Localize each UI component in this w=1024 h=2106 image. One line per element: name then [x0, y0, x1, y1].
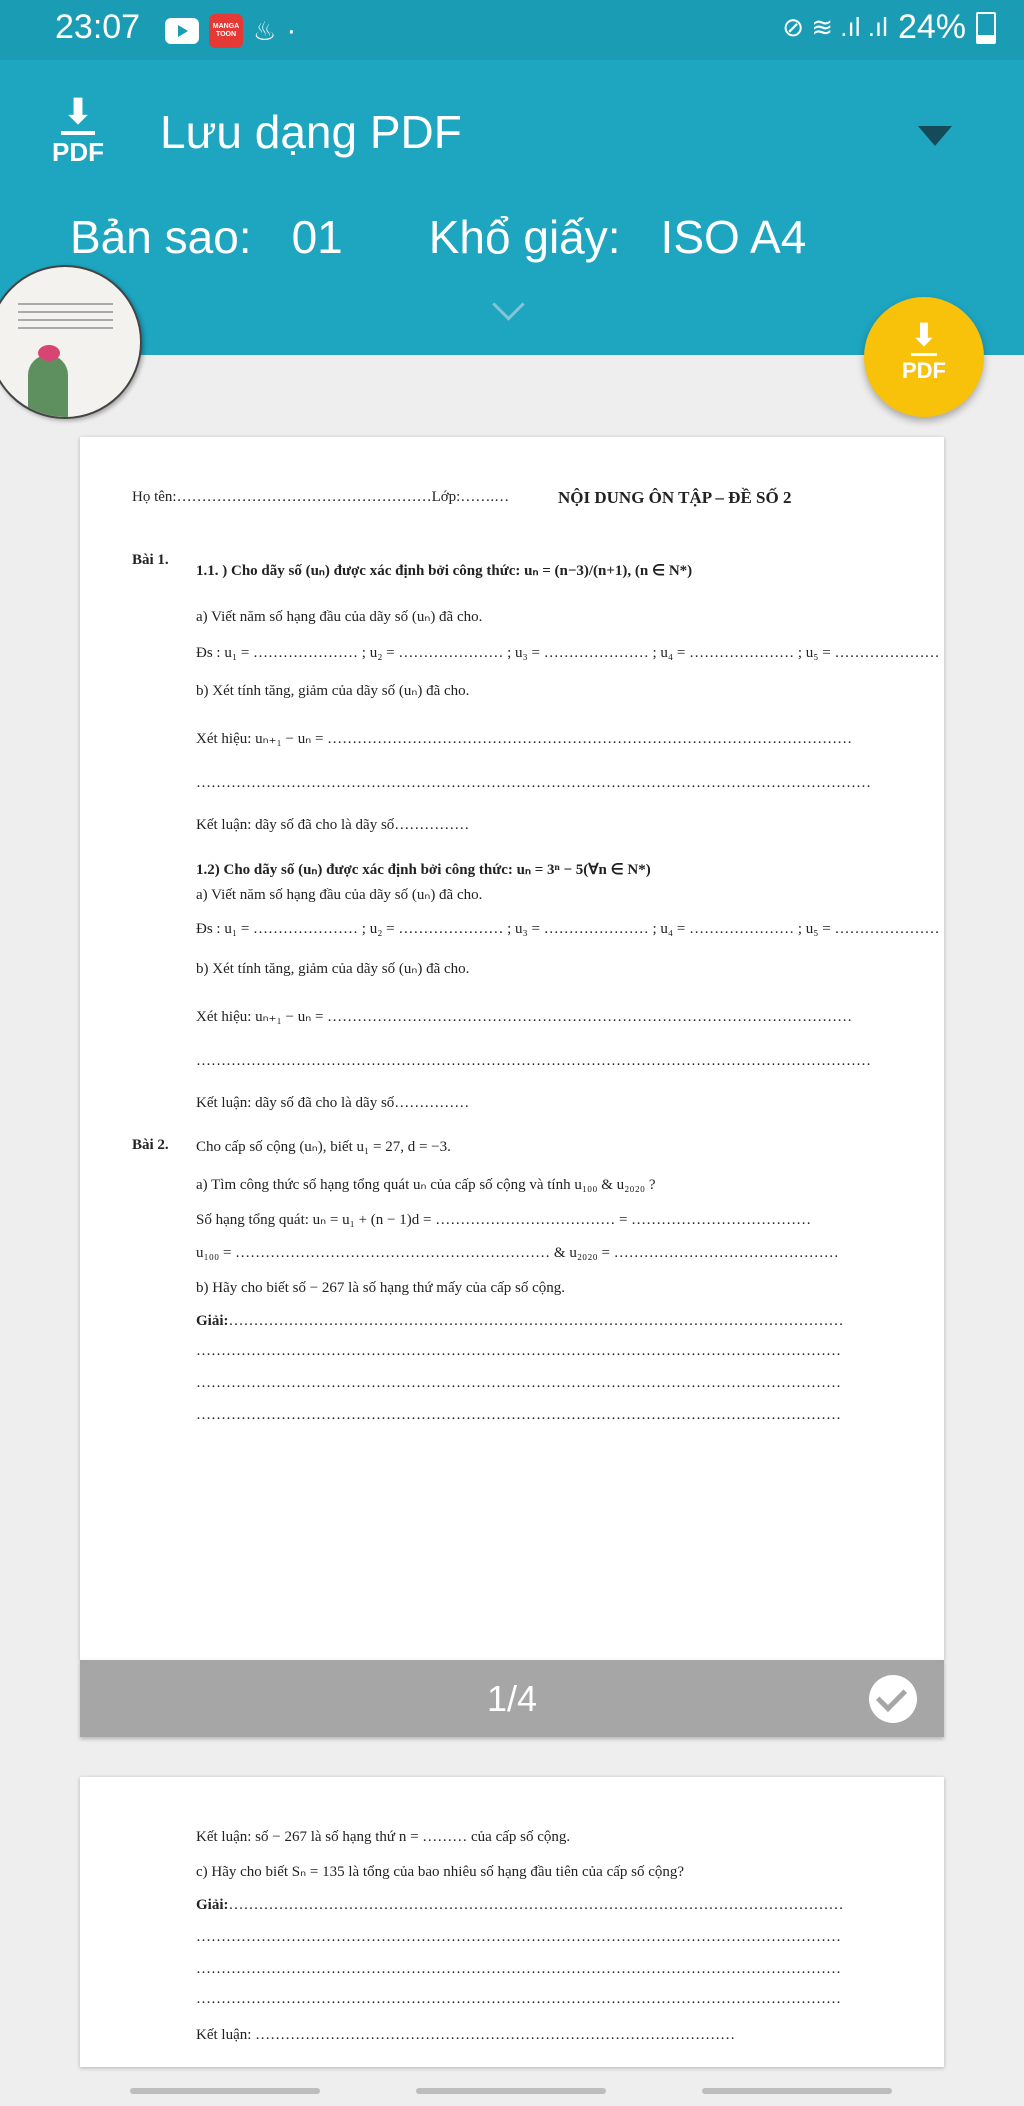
- battery-percent: 24%: [897, 8, 966, 46]
- name-class-line: Họ tên:……………………………………………Lớp:…….…: [132, 489, 510, 505]
- q2b-text: b) Hãy cho biết số − 267 là số hạng thứ mấy của cấp số cộng.: [196, 1280, 566, 1296]
- save-pdf-button[interactable]: [864, 297, 984, 417]
- mangatoon-icon: MANGA TOON: [209, 14, 243, 48]
- print-options-summary[interactable]: [70, 210, 806, 264]
- expand-options-chevron-icon[interactable]: [492, 288, 525, 321]
- p2-answer-line-1: …………………………………………………………………………………………………………………: [196, 1929, 841, 1945]
- nav-back-button[interactable]: [702, 2088, 892, 2094]
- print-header: [0, 60, 1024, 355]
- bai1-label: Bài 1.: [132, 552, 169, 568]
- q12a-text: a) Viết năm số hạng đầu của dãy số (uₙ) đã cho.: [196, 887, 483, 903]
- copies-label: Bản sao:: [70, 211, 252, 263]
- bai2-label: Bài 2.: [132, 1137, 169, 1153]
- q12b-hieu: Xét hiệu: uₙ₊₁ − uₙ = ……………………………………………………………………………………………: [196, 1009, 853, 1025]
- p2-conclusion-1: Kết luận: số − 267 là số hạng thứ n = ……… của cấp số cộng.: [196, 1829, 571, 1845]
- youtube-icon: [165, 18, 199, 44]
- preview-page-2[interactable]: [80, 1777, 944, 2067]
- app-notification-icon: ♨: [253, 15, 277, 46]
- q2a-general-term: Số hạng tổng quát: uₙ = u₁ + (n − 1)d = ……………………………… = ………………………………: [196, 1212, 812, 1228]
- p2-giai-dots: ……………………………………………………………………………………………………………: [228, 1897, 844, 1913]
- cactus-image: [28, 355, 68, 419]
- chat-head-avatar[interactable]: [0, 265, 142, 419]
- p2-answer-line-2: …………………………………………………………………………………………………………………: [196, 1961, 841, 1977]
- p2-answer-line-3: …………………………………………………………………………………………………………………: [196, 1991, 841, 2007]
- printer-destination-select[interactable]: Lưu dạng PDF: [160, 106, 462, 158]
- notification-icons: [165, 14, 296, 48]
- p2-giai-line: [196, 1897, 844, 1914]
- preview-page-1[interactable]: [80, 437, 944, 1660]
- p2-giai-label: Giải:: [196, 1897, 229, 1913]
- q11b-conclusion: Kết luận: dãy số đã cho là dãy số……………: [196, 817, 470, 833]
- status-bar: [0, 0, 1024, 60]
- signal-wifi-icons: ⊘ ≋ .ıl .ıl: [782, 12, 888, 42]
- answer-line-2: …………………………………………………………………………………………………………………: [196, 1375, 841, 1391]
- download-icon: ⬇: [911, 319, 937, 352]
- more-dot: ·: [286, 14, 297, 47]
- q12b-line: ………………………………………………………………………………………………………………………: [196, 1053, 871, 1069]
- flower-image: [38, 345, 60, 361]
- q11-text: 1.1. ) Cho dãy số (uₙ) được xác định bởi công thức: uₙ = (n−3)/(n+1), (n ∈ N*): [196, 563, 693, 579]
- page-1-footer[interactable]: [80, 1660, 944, 1737]
- paper-size-value: ISO A4: [660, 211, 807, 263]
- status-time: 23:07: [55, 8, 141, 46]
- pdf-download-icon: ⬇ PDF: [46, 95, 110, 170]
- pdf-icon-label: PDF: [52, 137, 104, 167]
- nav-home-button[interactable]: [416, 2088, 606, 2094]
- battery-icon: [976, 12, 996, 44]
- system-icons: [782, 8, 996, 47]
- answer-line-3: …………………………………………………………………………………………………………………: [196, 1407, 841, 1423]
- nav-recents-button[interactable]: [130, 2088, 320, 2094]
- p2-conclusion-2: Kết luận: ……………………………………………………………………………………: [196, 2027, 736, 2043]
- paper-size-label: Khổ giấy:: [428, 211, 621, 263]
- save-pdf-label: PDF: [902, 358, 946, 383]
- q12b-conclusion: Kết luận: dãy số đã cho là dãy số……………: [196, 1095, 470, 1111]
- p2-qc-text: c) Hãy cho biết Sₙ = 135 là tổng của bao nhiêu số hạng đầu tiên của cấp số cộng?: [196, 1864, 685, 1880]
- copies-value: 01: [291, 211, 343, 263]
- giai-label: Giải:: [196, 1313, 229, 1329]
- avatar-text-lines: [18, 297, 113, 335]
- q2a-u100-u2020: u₁₀₀ = ……………………………………………………… & u₂₀₂₀ = ………………………………………: [196, 1245, 839, 1261]
- giai-dots: ……………………………………………………………………………………………………………: [228, 1313, 844, 1329]
- q11a-text: a) Viết năm số hạng đầu của dãy số (uₙ) đã cho.: [196, 609, 483, 625]
- page-selected-check-icon[interactable]: [869, 1675, 917, 1723]
- q12b-text: b) Xét tính tăng, giảm của dãy số (uₙ) đã cho.: [196, 961, 470, 977]
- q12a-answer: Đs : u₁ = ………………… ; u₂ = ………………… ; u₃ = ………………… ; u₄ = ………………… ; u₅ = …………………: [196, 921, 940, 937]
- q11b-line: ………………………………………………………………………………………………………………………: [196, 775, 871, 791]
- q11a-answer: Đs : u₁ = ………………… ; u₂ = ………………… ; u₃ = ………………… ; u₄ = ………………… ; u₅ = …………………: [196, 645, 940, 661]
- dropdown-caret-icon[interactable]: [918, 126, 952, 146]
- document-title: NỘI DUNG ÔN TẬP – ĐỀ SỐ 2: [558, 488, 792, 507]
- q11b-hieu: Xét hiệu: uₙ₊₁ − uₙ = ……………………………………………………………………………………………: [196, 731, 853, 747]
- page-number: 1/4: [486, 1678, 538, 1719]
- q2-text: Cho cấp số cộng (uₙ), biết u₁ = 27, d = −3.: [196, 1139, 451, 1155]
- q2a-text: a) Tìm công thức số hạng tổng quát uₙ của cấp số cộng và tính u₁₀₀ & u₂₀₂₀ ?: [196, 1177, 656, 1193]
- giai-line: [196, 1313, 844, 1330]
- answer-line-1: …………………………………………………………………………………………………………………: [196, 1343, 841, 1359]
- q11b-text: b) Xét tính tăng, giảm của dãy số (uₙ) đã cho.: [196, 683, 470, 699]
- q12-text: 1.2) Cho dãy số (uₙ) được xác định bởi công thức: uₙ = 3ⁿ − 5(∀n ∈ N*): [196, 862, 651, 878]
